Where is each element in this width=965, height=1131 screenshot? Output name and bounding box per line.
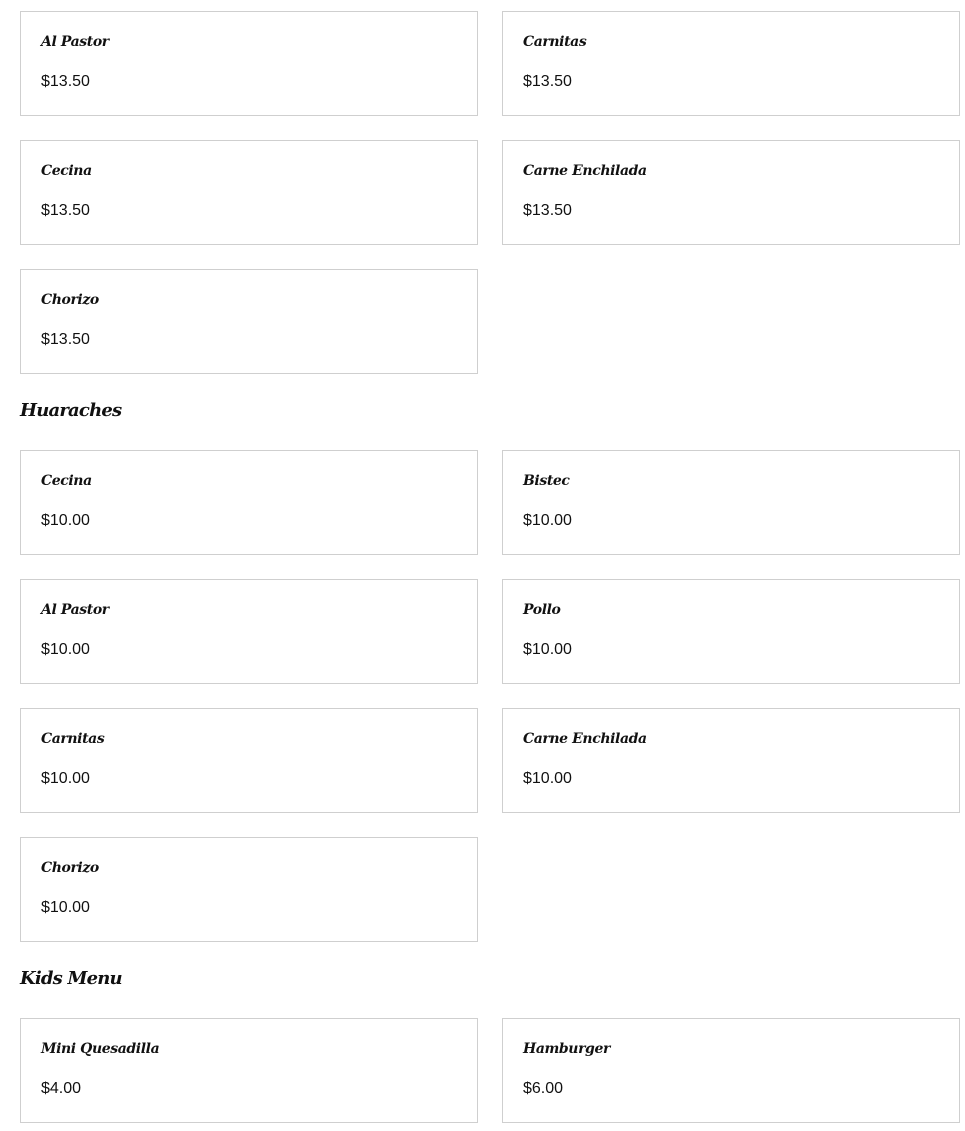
- menu-item-name: Cecina: [41, 473, 92, 489]
- menu-item-card[interactable]: [20, 1018, 478, 1123]
- menu-item-card[interactable]: [502, 140, 960, 245]
- menu-item-price: $10.00: [523, 512, 572, 529]
- menu-item-price: $10.00: [41, 899, 90, 916]
- menu-item-card[interactable]: [20, 269, 478, 374]
- menu-item-card[interactable]: [20, 140, 478, 245]
- menu-item-price: $10.00: [523, 770, 572, 787]
- menu-item-name: Chorizo: [41, 292, 99, 308]
- menu-item-price: $4.00: [41, 1080, 82, 1097]
- menu-item-name: Mini Quesadilla: [41, 1041, 160, 1057]
- menu-item-card[interactable]: [502, 1018, 960, 1123]
- menu-item-price: $13.50: [41, 331, 90, 348]
- menu-item-price: $10.00: [41, 770, 90, 787]
- menu-item-name: Carne Enchilada: [523, 731, 647, 747]
- section-title-huaraches: Huaraches: [20, 400, 122, 421]
- menu-item-name: Al Pastor: [41, 602, 109, 618]
- menu-item-name: Pollo: [523, 602, 561, 618]
- menu-item-card[interactable]: [502, 708, 960, 813]
- menu-item-name: Bistec: [523, 473, 570, 489]
- menu-item-price: $10.00: [523, 641, 572, 658]
- menu-item-price: $13.50: [523, 73, 572, 90]
- menu-item-name: Chorizo: [41, 860, 99, 876]
- menu-item-card[interactable]: [502, 11, 960, 116]
- menu-item-price: $10.00: [41, 512, 90, 529]
- menu-item-card[interactable]: [20, 837, 478, 942]
- menu-item-price: $13.50: [41, 202, 90, 219]
- section-title-kids-menu: Kids Menu: [20, 968, 122, 989]
- menu-item-price: $10.00: [41, 641, 90, 658]
- menu-item-card[interactable]: [502, 579, 960, 684]
- menu-item-card[interactable]: [20, 708, 478, 813]
- menu-item-name: Carnitas: [523, 34, 587, 50]
- menu-item-name: Carne Enchilada: [523, 163, 647, 179]
- menu-item-name: Cecina: [41, 163, 92, 179]
- menu-item-card[interactable]: [20, 450, 478, 555]
- menu-item-name: Al Pastor: [41, 34, 109, 50]
- menu-item-price: $13.50: [41, 73, 90, 90]
- menu-item-name: Hamburger: [523, 1041, 610, 1057]
- menu-item-price: $13.50: [523, 202, 572, 219]
- menu-item-price: $6.00: [523, 1080, 564, 1097]
- menu-item-card[interactable]: [20, 579, 478, 684]
- menu-item-card[interactable]: [502, 450, 960, 555]
- menu-item-card[interactable]: [20, 11, 478, 116]
- menu-item-name: Carnitas: [41, 731, 105, 747]
